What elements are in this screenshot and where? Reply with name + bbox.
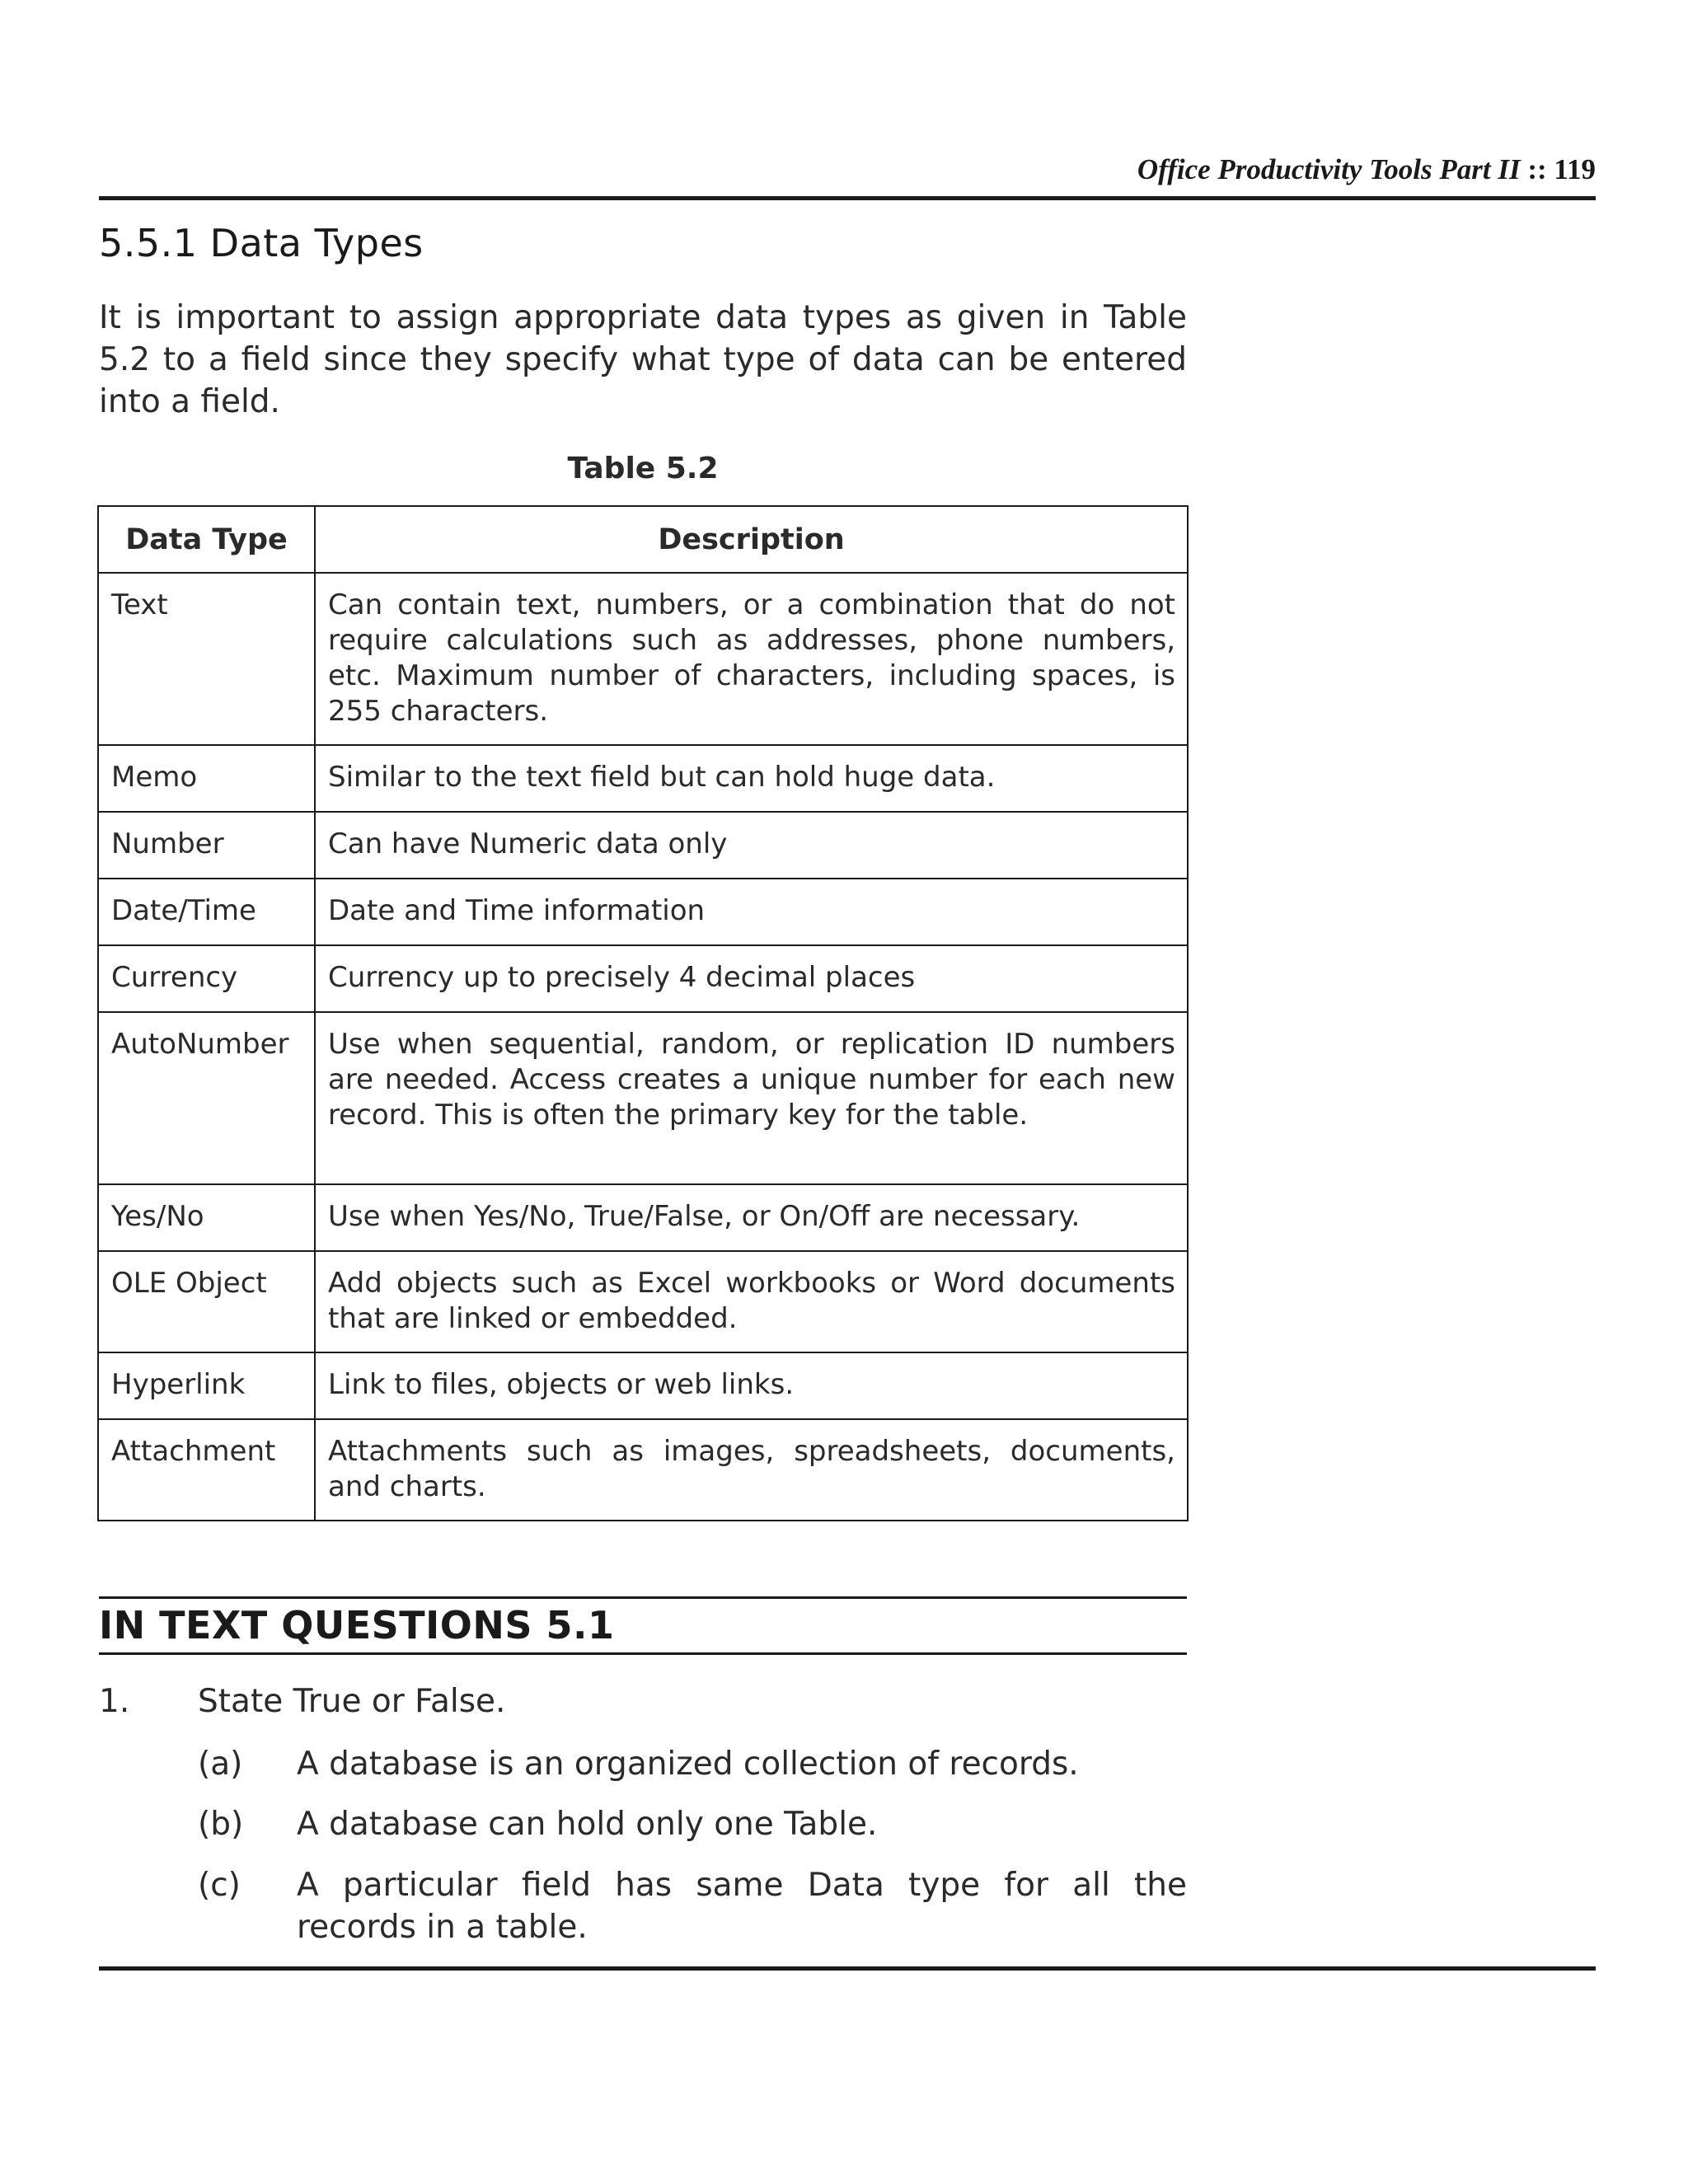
subquestion-text: A particular field has same Data type for all the records in a table. xyxy=(297,1867,1187,1946)
description-cell: Similar to the text field but can hold huge data. xyxy=(315,745,1188,812)
table-row xyxy=(98,573,1188,745)
data-type-cell: Date/Time xyxy=(98,879,315,945)
header-data-type: Data Type xyxy=(98,506,315,573)
description-cell: Can contain text, numbers, or a combination that do not require calculations such as addresses, phone numbers, etc. Maximum number of characters, including spaces, is 255 characters. xyxy=(315,573,1188,745)
questions-heading: IN TEXT QUESTIONS 5.1 xyxy=(99,1603,615,1647)
subquestion-letter: (a) xyxy=(198,1746,243,1783)
data-type-cell: Memo xyxy=(98,745,315,812)
data-type-cell: Currency xyxy=(98,945,315,1012)
subquestion-text: A database is an organized collection of records. xyxy=(297,1746,1079,1783)
description-cell: Date and Time information xyxy=(315,879,1188,945)
intro-paragraph: It is important to assign appropriate data types as given in Table 5.2 to a field since they specify what type of data can be entered into a field. xyxy=(99,299,1187,420)
table-row xyxy=(98,945,1188,1012)
questions-top-rule xyxy=(99,1596,1187,1599)
description-cell: Can have Numeric data only xyxy=(315,812,1188,879)
data-types-table xyxy=(97,505,1189,1521)
description-cell: Use when Yes/No, True/False, or On/Off are necessary. xyxy=(315,1184,1188,1251)
subquestion-letter: (c) xyxy=(198,1867,241,1904)
section-heading: 5.5.1 Data Types xyxy=(99,221,424,265)
data-type-cell: AutoNumber xyxy=(98,1012,315,1184)
data-type-cell: Yes/No xyxy=(98,1184,315,1251)
table-row xyxy=(98,1012,1188,1184)
data-type-cell: Text xyxy=(98,573,315,745)
table-row xyxy=(98,879,1188,945)
data-type-cell: Hyperlink xyxy=(98,1352,315,1419)
header-title: Office Productivity Tools Part II xyxy=(1137,153,1521,185)
description-cell: Add objects such as Excel workbooks or Word documents that are linked or embedded. xyxy=(315,1251,1188,1352)
running-header xyxy=(99,153,1596,186)
footer-rule xyxy=(99,1966,1596,1971)
header-separator: :: xyxy=(1527,153,1547,185)
questions-heading-rule xyxy=(99,1652,1187,1655)
data-type-cell: Number xyxy=(98,812,315,879)
table-row xyxy=(98,1419,1188,1521)
table-caption: Table 5.2 xyxy=(567,452,719,485)
question-prompt: State True or False. xyxy=(198,1683,506,1720)
header-rule xyxy=(99,196,1596,200)
table-row xyxy=(98,1251,1188,1352)
table-row xyxy=(98,745,1188,812)
description-cell: Use when sequential, random, or replication ID numbers are needed. Access creates a unique number for each new record. This is often the primary key for the table. xyxy=(315,1012,1188,1184)
table-row xyxy=(98,1352,1188,1419)
description-cell: Link to files, objects or web links. xyxy=(315,1352,1188,1419)
question-number: 1. xyxy=(99,1683,130,1720)
table-header-row xyxy=(98,506,1188,573)
subquestion-text: A database can hold only one Table. xyxy=(297,1806,878,1843)
table-row xyxy=(98,1184,1188,1251)
data-type-cell: OLE Object xyxy=(98,1251,315,1352)
subquestion-letter: (b) xyxy=(198,1806,244,1843)
description-cell: Currency up to precisely 4 decimal places xyxy=(315,945,1188,1012)
description-cell: Attachments such as images, spreadsheets, documents, and charts. xyxy=(315,1419,1188,1521)
data-type-cell: Attachment xyxy=(98,1419,315,1521)
page-number: 119 xyxy=(1554,153,1596,185)
table-row xyxy=(98,812,1188,879)
header-description: Description xyxy=(315,506,1188,573)
